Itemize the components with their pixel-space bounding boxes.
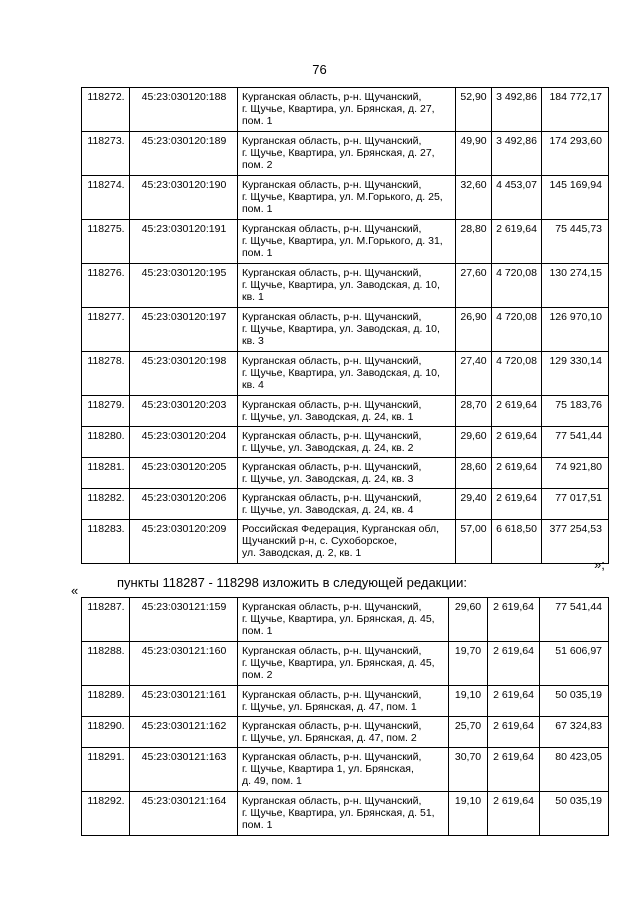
cadastral-value: 377 254,53 <box>542 520 609 564</box>
address-line: кв. 4 <box>242 379 264 391</box>
address-line: Курганская область, р-н. Щучанский, <box>242 601 422 613</box>
address-line: Курганская область, р-н. Щучанский, <box>242 689 422 701</box>
address-line: кв. 3 <box>242 335 264 347</box>
address-line: Курганская область, р-н. Щучанский, <box>242 135 422 147</box>
address-line: г. Щучье, Квартира, ул. М.Горького, д. 31, <box>242 235 443 247</box>
cadastral-number: 45:23:030121:159 <box>130 598 238 642</box>
cadastral-number: 45:23:030120:188 <box>130 88 238 132</box>
area: 28,80 <box>456 220 492 264</box>
unit-value: 4 720,08 <box>492 352 542 396</box>
row-number: 118291. <box>82 748 130 792</box>
cadastral-number: 45:23:030121:162 <box>130 717 238 748</box>
area: 29,40 <box>456 489 492 520</box>
cadastral-number: 45:23:030120:198 <box>130 352 238 396</box>
unit-value: 3 492,86 <box>492 88 542 132</box>
table-row <box>82 88 609 132</box>
cadastral-number: 45:23:030120:204 <box>130 427 238 458</box>
table-row <box>82 489 609 520</box>
cadastral-number: 45:23:030120:195 <box>130 264 238 308</box>
address-line: г. Щучье, ул. Заводская, д. 24, кв. 1 <box>242 411 414 423</box>
table-row <box>82 427 609 458</box>
address-line: г. Щучье, Квартира 1, ул. Брянская, <box>242 763 414 775</box>
cadastral-number: 45:23:030120:205 <box>130 458 238 489</box>
address-line: г. Щучье, ул. Брянская, д. 47, пом. 2 <box>242 732 417 744</box>
row-number: 118290. <box>82 717 130 748</box>
address <box>238 352 456 396</box>
table-row <box>82 792 609 836</box>
address <box>238 308 456 352</box>
address-line: Курганская область, р-н. Щучанский, <box>242 461 422 473</box>
cadastral-value: 51 606,97 <box>540 642 609 686</box>
unit-value: 4 720,08 <box>492 308 542 352</box>
unit-value: 3 492,86 <box>492 132 542 176</box>
address <box>238 396 456 427</box>
cadastral-value: 50 035,19 <box>540 792 609 836</box>
cadastral-value: 50 035,19 <box>540 686 609 717</box>
cadastral-number: 45:23:030121:163 <box>130 748 238 792</box>
address-line: пом. 1 <box>242 203 273 215</box>
address-line: д. 49, пом. 1 <box>242 775 302 787</box>
address-line: Курганская область, р-н. Щучанский, <box>242 720 422 732</box>
cadastral-value: 77 541,44 <box>542 427 609 458</box>
address-line: Курганская область, р-н. Щучанский, <box>242 430 422 442</box>
unit-value: 2 619,64 <box>488 748 540 792</box>
cadastral-number: 45:23:030121:161 <box>130 686 238 717</box>
property-table-1 <box>81 87 609 564</box>
address-line: Курганская область, р-н. Щучанский, <box>242 751 422 763</box>
unit-value: 2 619,64 <box>492 220 542 264</box>
area: 19,10 <box>449 792 488 836</box>
cadastral-value: 77 541,44 <box>540 598 609 642</box>
area: 32,60 <box>456 176 492 220</box>
address-line: г. Щучье, Квартира, ул. Брянская, д. 51, <box>242 807 435 819</box>
address-line: Курганская область, р-н. Щучанский, <box>242 645 422 657</box>
address-line: кв. 1 <box>242 291 264 303</box>
table-row <box>82 308 609 352</box>
cadastral-value: 174 293,60 <box>542 132 609 176</box>
table-row <box>82 458 609 489</box>
row-number: 118273. <box>82 132 130 176</box>
cadastral-number: 45:23:030120:191 <box>130 220 238 264</box>
cadastral-value: 77 017,51 <box>542 489 609 520</box>
unit-value: 2 619,64 <box>488 686 540 717</box>
address-line: Курганская область, р-н. Щучанский, <box>242 179 422 191</box>
cadastral-number: 45:23:030121:160 <box>130 642 238 686</box>
address <box>238 132 456 176</box>
address-line: г. Щучье, ул. Заводская, д. 24, кв. 3 <box>242 473 414 485</box>
cadastral-value: 67 324,83 <box>540 717 609 748</box>
unit-value: 2 619,64 <box>492 458 542 489</box>
address-line: пом. 1 <box>242 115 273 127</box>
address <box>238 642 449 686</box>
address <box>238 264 456 308</box>
address-line: пом. 2 <box>242 159 273 171</box>
address-line: Курганская область, р-н. Щучанский, <box>242 311 422 323</box>
cadastral-number: 45:23:030120:189 <box>130 132 238 176</box>
address <box>238 88 456 132</box>
address-line: Курганская область, р-н. Щучанский, <box>242 399 422 411</box>
row-number: 118283. <box>82 520 130 564</box>
address <box>238 176 456 220</box>
cadastral-value: 126 970,10 <box>542 308 609 352</box>
property-table-2 <box>81 597 609 836</box>
row-number: 118292. <box>82 792 130 836</box>
address <box>238 427 456 458</box>
cadastral-number: 45:23:030120:206 <box>130 489 238 520</box>
cadastral-value: 145 169,94 <box>542 176 609 220</box>
address-line: г. Щучье, Квартира, ул. Брянская, д. 45, <box>242 613 435 625</box>
table-row <box>82 176 609 220</box>
table-row <box>82 686 609 717</box>
amendment-paragraph: пункты 118287 - 118298 изложить в следующей редакции: <box>117 575 467 590</box>
area: 28,70 <box>456 396 492 427</box>
address-line: г. Щучье, Квартира, ул. Заводская, д. 10, <box>242 323 440 335</box>
table-row <box>82 717 609 748</box>
row-number: 118279. <box>82 396 130 427</box>
unit-value: 2 619,64 <box>492 489 542 520</box>
address-line: Курганская область, р-н. Щучанский, <box>242 492 422 504</box>
table-row <box>82 396 609 427</box>
cadastral-number: 45:23:030120:203 <box>130 396 238 427</box>
address <box>238 458 456 489</box>
area: 49,90 <box>456 132 492 176</box>
area: 19,70 <box>449 642 488 686</box>
cadastral-number: 45:23:030120:209 <box>130 520 238 564</box>
address-line: г. Щучье, ул. Заводская, д. 24, кв. 4 <box>242 504 414 516</box>
area: 52,90 <box>456 88 492 132</box>
area: 27,60 <box>456 264 492 308</box>
unit-value: 2 619,64 <box>488 598 540 642</box>
address <box>238 520 456 564</box>
address-line: г. Щучье, ул. Заводская, д. 24, кв. 2 <box>242 442 414 454</box>
row-number: 118281. <box>82 458 130 489</box>
address-line: Курганская область, р-н. Щучанский, <box>242 355 422 367</box>
unit-value: 2 619,64 <box>488 642 540 686</box>
area: 28,60 <box>456 458 492 489</box>
row-number: 118289. <box>82 686 130 717</box>
row-number: 118282. <box>82 489 130 520</box>
address <box>238 792 449 836</box>
area: 27,40 <box>456 352 492 396</box>
address-line: пом. 1 <box>242 247 273 259</box>
address-line: г. Щучье, Квартира, ул. Заводская, д. 10, <box>242 367 440 379</box>
address <box>238 748 449 792</box>
address-line: Российская Федерация, Курганская обл, <box>242 523 440 535</box>
row-number: 118277. <box>82 308 130 352</box>
row-number: 118288. <box>82 642 130 686</box>
address <box>238 686 449 717</box>
opening-quote: « <box>71 583 79 598</box>
area: 19,10 <box>449 686 488 717</box>
cadastral-value: 75 445,73 <box>542 220 609 264</box>
address-line: г. Щучье, ул. Брянская, д. 47, пом. 1 <box>242 701 417 713</box>
unit-value: 4 453,07 <box>492 176 542 220</box>
table-row <box>82 220 609 264</box>
unit-value: 4 720,08 <box>492 264 542 308</box>
address-line: пом. 1 <box>242 819 273 831</box>
address-line: пом. 1 <box>242 625 273 637</box>
address-line: г. Щучье, Квартира, ул. Брянская, д. 27, <box>242 103 435 115</box>
address-line: г. Щучье, Квартира, ул. Брянская, д. 27, <box>242 147 435 159</box>
address-line: ул. Заводская, д. 2, кв. 1 <box>242 547 362 559</box>
address <box>238 598 449 642</box>
row-number: 118287. <box>82 598 130 642</box>
address-line: пом. 2 <box>242 669 273 681</box>
area: 57,00 <box>456 520 492 564</box>
cadastral-value: 75 183,76 <box>542 396 609 427</box>
table-row <box>82 520 609 564</box>
cadastral-value: 184 772,17 <box>542 88 609 132</box>
cadastral-number: 45:23:030120:197 <box>130 308 238 352</box>
table-row <box>82 264 609 308</box>
page-number: 76 <box>312 62 327 77</box>
address-line: Курганская область, р-н. Щучанский, <box>242 267 422 279</box>
area: 29,60 <box>456 427 492 458</box>
unit-value: 2 619,64 <box>488 792 540 836</box>
address-line: Щучанский р-н, с. Сухоборское, <box>242 535 398 547</box>
closing-mark: »; <box>594 557 605 572</box>
unit-value: 2 619,64 <box>492 427 542 458</box>
unit-value: 2 619,64 <box>488 717 540 748</box>
address <box>238 717 449 748</box>
cadastral-number: 45:23:030120:190 <box>130 176 238 220</box>
address-line: Курганская область, р-н. Щучанский, <box>242 795 422 807</box>
table-row <box>82 132 609 176</box>
area: 26,90 <box>456 308 492 352</box>
row-number: 118275. <box>82 220 130 264</box>
address <box>238 220 456 264</box>
area: 30,70 <box>449 748 488 792</box>
table-row <box>82 748 609 792</box>
area: 29,60 <box>449 598 488 642</box>
row-number: 118280. <box>82 427 130 458</box>
table-row <box>82 642 609 686</box>
address-line: г. Щучье, Квартира, ул. Брянская, д. 45, <box>242 657 435 669</box>
cadastral-value: 80 423,05 <box>540 748 609 792</box>
row-number: 118272. <box>82 88 130 132</box>
address-line: Курганская область, р-н. Щучанский, <box>242 91 422 103</box>
table-row <box>82 352 609 396</box>
row-number: 118276. <box>82 264 130 308</box>
table-row <box>82 598 609 642</box>
unit-value: 2 619,64 <box>492 396 542 427</box>
cadastral-value: 129 330,14 <box>542 352 609 396</box>
address <box>238 489 456 520</box>
row-number: 118278. <box>82 352 130 396</box>
unit-value: 6 618,50 <box>492 520 542 564</box>
cadastral-value: 74 921,80 <box>542 458 609 489</box>
area: 25,70 <box>449 717 488 748</box>
address-line: г. Щучье, Квартира, ул. Заводская, д. 10, <box>242 279 440 291</box>
cadastral-number: 45:23:030121:164 <box>130 792 238 836</box>
address-line: Курганская область, р-н. Щучанский, <box>242 223 422 235</box>
address-line: г. Щучье, Квартира, ул. М.Горького, д. 25, <box>242 191 443 203</box>
row-number: 118274. <box>82 176 130 220</box>
cadastral-value: 130 274,15 <box>542 264 609 308</box>
